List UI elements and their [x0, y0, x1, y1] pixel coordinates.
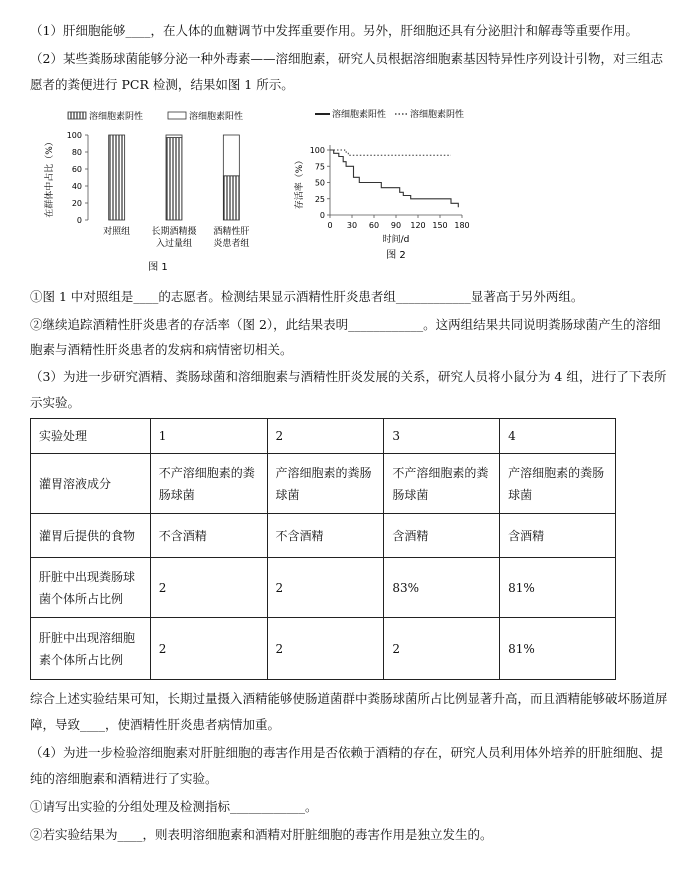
table-cell: 不产溶细胞素的粪肠球菌 — [384, 454, 500, 514]
bar-negative — [166, 138, 182, 220]
table-cell: 2 — [150, 558, 267, 618]
table-cell: 产溶细胞素的粪肠球菌 — [267, 454, 384, 514]
table-row-label: 灌胃后提供的食物 — [31, 514, 151, 558]
legend-label: 溶细胞素阳性 — [189, 112, 244, 122]
y-tick-label: 50 — [314, 178, 325, 188]
table-cell: 不含酒精 — [267, 514, 384, 558]
y-tick-label: 0 — [319, 211, 325, 220]
table-row — [31, 514, 616, 558]
table-cell: 不产溶细胞素的粪肠球菌 — [150, 454, 267, 514]
y-tick-label: 100 — [66, 131, 82, 140]
figure-2-caption: 图 2 — [386, 250, 406, 261]
table-cell: 含酒精 — [384, 514, 500, 558]
category-label: 酒精性肝 — [213, 227, 250, 237]
y-tick-label: 80 — [71, 148, 82, 157]
x-tick-label: 90 — [390, 221, 402, 230]
series-line-positive — [330, 150, 458, 207]
figure-1-caption: 图 1 — [148, 262, 168, 273]
table-cell: 81% — [500, 558, 616, 618]
legend-swatch — [68, 112, 86, 119]
figure-1-bar-chart — [40, 100, 270, 275]
q4-sub1: ①请写出实验的分组处理及检测指标____________。 — [30, 799, 318, 814]
legend-swatch — [168, 112, 186, 119]
table-header-cell: 实验处理 — [31, 419, 151, 454]
y-tick-label: 20 — [71, 199, 82, 208]
x-tick-label: 0 — [327, 221, 333, 230]
table-row-label: 灌胃溶液成分 — [31, 454, 151, 514]
q3-line-1: （3）为进一步研究酒精、粪肠球菌和溶细胞素与酒精性肝炎发展的关系，研究人员将小鼠分为 4 组，进行了下表所 — [30, 369, 667, 384]
table-cell: 产溶细胞素的粪肠球菌 — [500, 454, 616, 514]
table-row — [31, 618, 616, 680]
table-row-label: 肝脏中出现粪肠球菌个体所占比例 — [31, 558, 151, 618]
table-cell: 2 — [150, 618, 267, 680]
x-tick-label: 180 — [454, 221, 470, 230]
table-header-cell: 4 — [500, 419, 616, 454]
table-row-label: 肝脏中出现溶细胞素个体所占比例 — [31, 618, 151, 680]
bar-positive — [223, 135, 239, 176]
q2-sub1: ①图 1 中对照组是____的志愿者。检测结果显示酒精性肝炎患者组____________显著高于另外两组。 — [30, 289, 584, 304]
q4-line-1: （4）为进一步检验溶细胞素对肝脏细胞的毒害作用是否依赖于酒精的存在，研究人员利用体外培养的肝脏细胞、提 — [30, 745, 663, 760]
conclusion-line-2: 障，导致____，使酒精性肝炎患者病情加重。 — [30, 717, 281, 732]
q2-line-2: 愿者的粪便进行 PCR 检测，结果如图 1 所示。 — [30, 77, 294, 92]
category-label: 入过量组 — [155, 239, 193, 249]
q4-line-2: 纯的溶细胞素和酒精进行了实验。 — [30, 771, 218, 786]
table-header-cell: 3 — [384, 419, 500, 454]
x-tick-label: 30 — [346, 221, 358, 230]
figure-2-xlabel: 时间/d — [382, 235, 410, 245]
conclusion-line-1: 综合上述实验结果可知，长期过量摄入酒精能够使肠道菌群中粪肠球菌所占比例显著升高，而且酒精能够破坏肠道屏 — [30, 691, 668, 706]
table-cell: 不含酒精 — [150, 514, 267, 558]
table-cell: 2 — [267, 618, 384, 680]
category-label: 对照组 — [103, 227, 131, 237]
x-tick-label: 150 — [432, 221, 448, 230]
y-tick-label: 75 — [314, 162, 325, 172]
table-row — [31, 454, 616, 514]
q2-line-1: （2）某些粪肠球菌能够分泌一种外毒素——溶细胞素，研究人员根据溶细胞素基因特异性序列设计引物，对三组志 — [30, 51, 663, 66]
table-cell: 81% — [500, 618, 616, 680]
category-label: 炎患者组 — [213, 239, 250, 249]
y-axis-label: 存活率（%） — [295, 155, 305, 210]
table-header-cell: 1 — [150, 419, 267, 454]
y-tick-label: 100 — [309, 146, 325, 155]
y-tick-label: 40 — [71, 182, 82, 191]
experiment-table — [30, 418, 616, 680]
y-tick-label: 25 — [314, 194, 325, 204]
table-header-cell: 2 — [267, 419, 384, 454]
table-row — [31, 558, 616, 618]
table-cell: 83% — [384, 558, 500, 618]
q1-line: （1）肝细胞能够____，在人体的血糖调节中发挥重要作用。另外，肝细胞还具有分泌胆汁和解毒等重要作用。 — [30, 23, 638, 38]
x-tick-label: 60 — [368, 221, 380, 230]
legend-label: 溶细胞素阴性 — [410, 110, 465, 120]
q2-sub2-line-1: ②继续追踪酒精性肝炎患者的存活率（图 2），此结果表明____________。这两组结果共同说明粪肠球菌产生的溶细 — [30, 317, 661, 332]
bar-negative — [109, 135, 125, 220]
bar-positive — [166, 135, 182, 138]
category-label: 长期酒精摄 — [151, 227, 197, 237]
legend-label: 溶细胞素阳性 — [332, 110, 387, 120]
y-tick-label: 0 — [76, 216, 82, 225]
table-cell: 2 — [267, 558, 384, 618]
x-tick-label: 120 — [410, 221, 426, 230]
bar-negative — [223, 176, 239, 220]
q2-sub2-line-2: 胞素与酒精性肝炎患者的发病和病情密切相关。 — [30, 342, 293, 357]
q4-sub2: ②若实验结果为____，则表明溶细胞素和酒精对肝脏细胞的毒害作用是独立发生的。 — [30, 827, 493, 842]
table-cell: 含酒精 — [500, 514, 616, 558]
table-cell: 2 — [384, 618, 500, 680]
legend-label: 溶细胞素阴性 — [89, 112, 144, 122]
q3-line-2: 示实验。 — [30, 395, 81, 410]
table-header-row — [31, 419, 616, 454]
y-axis-label: 在群体中占比（%） — [45, 137, 55, 218]
figure-2-line-chart — [290, 100, 490, 275]
y-tick-label: 60 — [71, 165, 82, 174]
series-line-negative — [330, 150, 451, 155]
